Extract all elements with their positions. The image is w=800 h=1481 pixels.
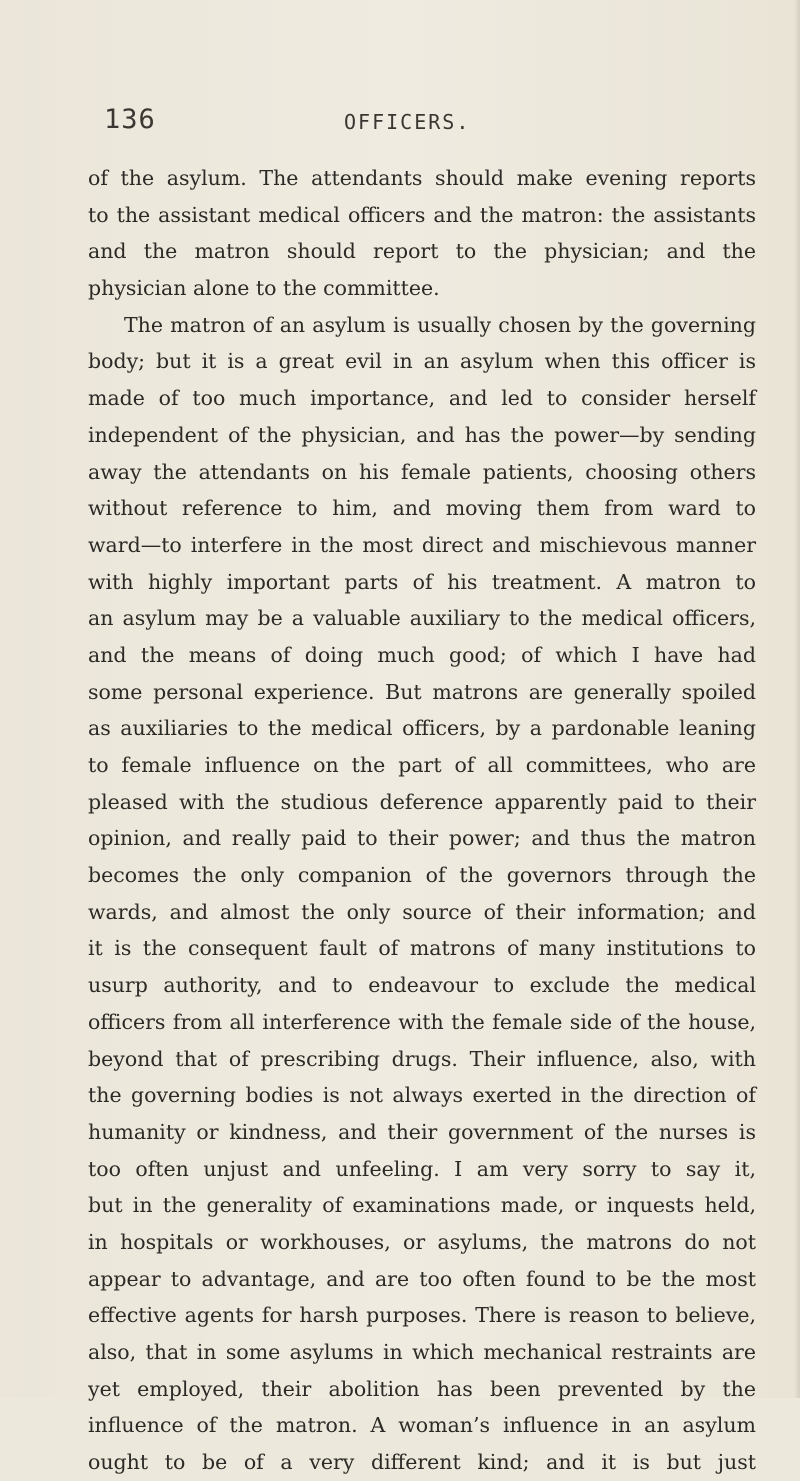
paragraph-start-line: The matron of an asylum is usually chosen by the governing [124,312,756,337]
text-line: opinion, and really paid to their power; and thus the matron [88,826,756,851]
text-line: in hospitals or workhouses, or asylums, the matrons do not [88,1229,756,1254]
text-line: influence of the matron. A woman’s influence in an asylum [88,1413,756,1438]
text-line: made of too much importance, and led to consider herself [88,386,756,411]
text-line: independent of the physician, and has the power—by sending [88,422,756,447]
text-line: appear to advantage, and are too often found to be the most [88,1266,756,1291]
text-line: the governing bodies is not always exerted in the direction of [88,1083,756,1108]
text-line: away the attendants on his female patients, choosing others [88,459,756,484]
text-line: some personal experience. But matrons are generally spoiled [88,679,756,704]
body-text [88,160,756,1481]
text-line: ward—to interfere in the most direct and mischievous manner [88,532,756,557]
text-line: without reference to him, and moving them from ward to [88,496,756,521]
text-line: it is the consequent fault of matrons of many institutions to [88,936,756,961]
paragraph-end-line: physician alone to the committee. [88,276,440,301]
text-line: humanity or kindness, and their government of the nurses is [88,1119,756,1144]
page-edge-shadow [794,0,800,1398]
text-line: of the asylum. The attendants should make evening reports [88,166,756,190]
text-line: ought to be of a very different kind; and it is but just [88,1450,756,1475]
text-line: and the means of doing much good; of which I have had [88,642,756,667]
text-line: becomes the only companion of the governors through the [88,863,756,888]
text-line: also, that in some asylums in which mechanical restraints are [88,1340,756,1364]
text-line: body; but it is a great evil in an asylum when this officer is [88,349,756,374]
text-line: yet employed, their abolition has been prevented by the [88,1376,756,1401]
text-line: and the matron should report to the physician; and the [88,239,756,264]
text-line: too often unjust and unfeeling. I am very sorry to say it, [88,1156,756,1181]
text-line: usurp authority, and to endeavour to exclude the medical [88,973,756,998]
text-line: to female influence on the part of all committees, who are [88,753,756,777]
text-line: with highly important parts of his treatment. A matron to [88,569,756,594]
section-title: OFFICERS. [344,110,471,134]
text-line: but in the generality of examinations made, or inquests held, [88,1193,756,1218]
text-line: beyond that of prescribing drugs. Their influence, also, with [88,1046,756,1071]
running-head [0,104,800,144]
text-line: to the assistant medical officers and the matron: the assistants [88,202,756,227]
text-line: effective agents for harsh purposes. There is reason to believe, [88,1303,756,1328]
text-line: pleased with the studious deference apparently paid to their [88,789,756,814]
page-number: 136 [104,104,156,135]
text-line: wards, and almost the only source of their information; and [88,899,756,924]
text-line: an asylum may be a valuable auxiliary to the medical officers, [88,606,756,631]
text-line: as auxiliaries to the medical officers, by a pardonable leaning [88,716,756,741]
text-line: officers from all interference with the female side of the house, [88,1009,756,1034]
